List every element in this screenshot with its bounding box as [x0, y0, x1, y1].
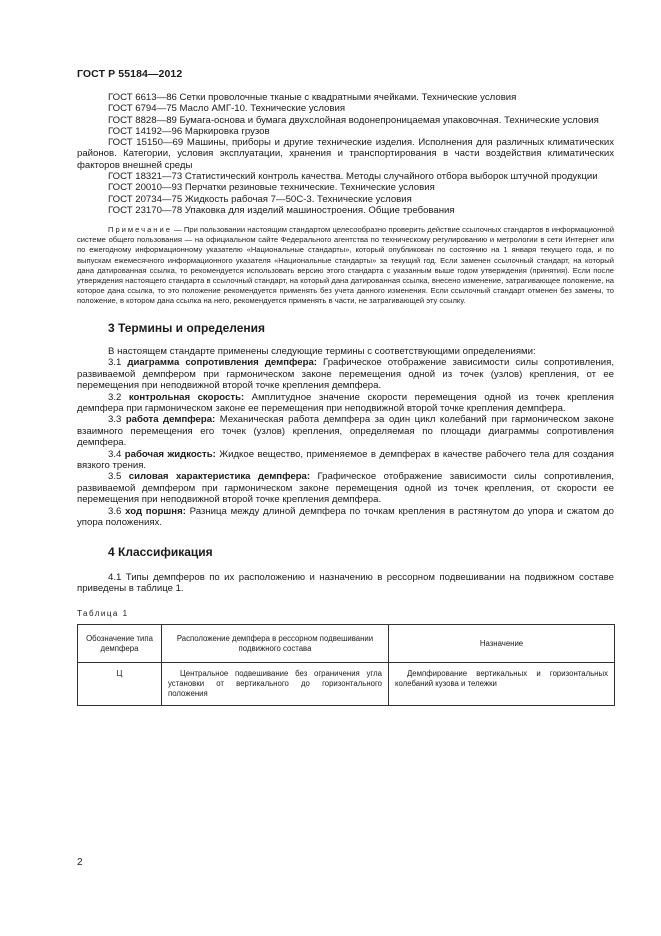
table-cell: Ц — [78, 663, 162, 706]
table-row — [78, 663, 615, 706]
reference-item: ГОСТ 23170—78 Упаковка для изделий машиностроения. Общие требования — [108, 204, 455, 216]
section-3-title: 3 Термины и определения — [108, 321, 266, 336]
term-name: контрольная скорость: — [128, 391, 245, 403]
term-name: силовая характеристика демпфера: — [128, 471, 311, 483]
table-cell: Центральное подвешивание без ограничения угла установки от вертикального до горизонтального положения — [162, 663, 389, 706]
note-text: — При пользовании настоящим стандартом целесообразно проверить действие ссылочных стандартов в информационной системе общего пользования — на официальном сайте Федерального агентства по техническому регулированию и метрологии в сети Интернет или по ежегодному информационному указателю «Национальные стандарты», который опубликован по состоянию на 1 января текущего года, и по выпускам ежемесячного информационного указателя «Национальные стандарты» за текущий год. Если заменен ссылочный стандарт, на который дана датированная ссылка, то рекомендуется использовать версию этого стандарта с указанным выше годом утверждения (принятия). Если после утверждения настоящего стандарта в ссылочный стандарт, на который дана датированная ссылка, внесено изменение, затрагивающее положение, на которое дана ссылка, то это положение рекомендуется применять без учета данного изменения. Если ссылочный стандарт отменен без замены, то положение, в котором дана ссылка на него, рекомендуется применять в части, не затрагивающей эту ссылку. — [77, 225, 614, 305]
term-name: диаграмма сопротивления демпфера: — [127, 357, 318, 369]
section-4-title: 4 Классификация — [108, 544, 213, 559]
section-3-intro: В настоящем стандарте применены следующие термины с соответствующими определениями: — [108, 346, 536, 358]
reference-item: ГОСТ 20734—75 Жидкость рабочая 7—50С-3. Технические условия — [108, 193, 412, 205]
reference-item: ГОСТ 6794—75 Масло АМГ-10. Технические условия — [108, 103, 346, 115]
table-caption: Таблица 1 — [77, 609, 129, 619]
page-number: 2 — [77, 857, 83, 868]
table-header-cell: Расположение демпфера в рессорном подвешивании подвижного состава — [162, 625, 389, 663]
term-definition: 3.3 работа демпфера: Механическая работа демпфера за один цикл колебаний при гармоническом законе взаимного перемещения его точек (узлов) крепления, определяемая по площади диаграммы сопротивления демпфера. — [77, 414, 614, 449]
references-list — [77, 92, 614, 216]
section-4-paragraph: 4.1 Типы демпферов по их расположению и назначению в рессорном подвешивании на подвижном составе приведены в таблице 1. — [77, 571, 614, 594]
table-header-cell: Обозначение типа демпфера — [78, 625, 162, 663]
table-header-row — [78, 625, 615, 663]
term-name: рабочая жидкость: — [124, 448, 216, 460]
term-name: ход поршня: — [125, 505, 186, 517]
term-definition: 3.1 диаграмма сопротивления демпфера: Графическое отображение зависимости силы сопротивления, развиваемой демпфером при гармоническом законе перемещения одной из точек (узлов) крепления, от ее перемещения при неподвижной второй точке крепления демпфера. — [77, 357, 615, 392]
term-definition: 3.6 ход поршня: Разница между длиной демпфера по точкам крепления в растянутом до упора и сжатом до упора положениях. — [77, 505, 614, 529]
reference-item: ГОСТ 18321—73 Статистический контроль качества. Методы случайного отбора выборок штучной продукции — [108, 171, 598, 183]
table-cell: Демпфирование вертикальных и горизонтальных колебаний кузова и тележки — [389, 663, 615, 706]
reference-item: ГОСТ 8828—89 Бумага-основа и бумага двухслойная водонепроницаемая упаковочная. Технические условия — [108, 114, 599, 126]
reference-item: ГОСТ 15150—69 Машины, приборы и другие технические изделия. Исполнения для различных климатических районов. Категории, условия эксплуатации, хранения и транспортирования в части воздействия климатических факторов внешней среды — [77, 137, 614, 171]
reference-item: ГОСТ 6613—86 Сетки проволочные тканые с квадратными ячейками. Технические условия — [108, 92, 517, 103]
term-name: работа демпфера: — [125, 414, 216, 426]
references-note — [77, 225, 614, 306]
note-label: Примечание — [108, 225, 172, 235]
table-header-cell: Назначение — [389, 625, 615, 663]
document-header: ГОСТ Р 55184—2012 — [77, 68, 183, 80]
classification-table — [77, 624, 615, 706]
term-definition: 3.5 силовая характеристика демпфера: Графическое отображение зависимости силы сопротивления, развиваемой демпфером при гармоническом законе перемещения одной из точек крепления, от скорости ее перемещения при неподвижной второй точке крепления демпфера. — [77, 471, 614, 506]
term-definition: 3.4 рабочая жидкость: Жидкое вещество, применяемое в демпферах в качестве рабочего тела для создания вязкого трения. — [77, 448, 614, 472]
reference-item: ГОСТ 20010—93 Перчатки резиновые технические. Технические условия — [108, 182, 435, 194]
page-content — [77, 92, 614, 706]
term-definition: 3.2 контрольная скорость: Амплитудное значение скорости перемещения одной из точек крепления демпфера при гармоническом законе ее перемещения при неподвижной второй точке крепления демпфера. — [77, 391, 614, 415]
reference-item: ГОСТ 14192—96 Маркировка грузов — [108, 125, 270, 137]
